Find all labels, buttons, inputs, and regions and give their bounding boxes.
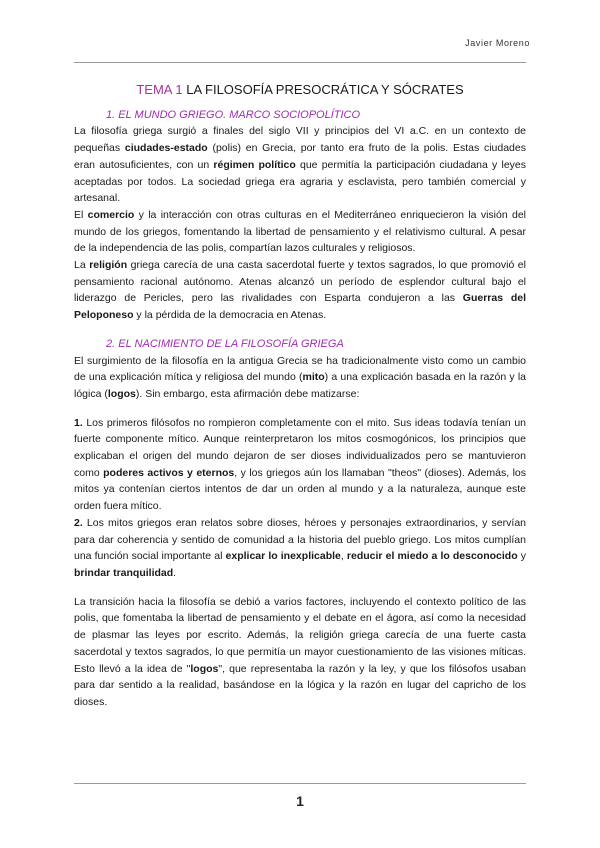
header-author: Javier Moreno bbox=[465, 38, 530, 48]
topic-number: TEMA 1 bbox=[136, 82, 183, 97]
page-title bbox=[74, 82, 526, 99]
paragraph-commerce: El comercio y la interacción con otras culturas en el Mediterráneo enriquecieron la visión del mundo de los griegos, fomentando la libertad de pensamiento y el relativismo cultural. A pesar de la independencia de las polis, compartían lazos culturales y religiosos. bbox=[74, 208, 526, 255]
paragraph-intro: El surgimiento de la filosofía en la antigua Grecia se ha tradicionalmente visto como un cambio de una explicación mítica y religiosa del mundo (mito) a una explicación basada en la razón y la lógica (logos). Sin embargo, esta afirmación debe matizarse: bbox=[74, 354, 527, 400]
section-heading-2: 2. EL NACIMIENTO DE LA FILOSOFÍA GRIEGA bbox=[106, 337, 344, 350]
paragraph-transition: La transición hacia la filosofía se debió a varios factores, incluyendo el contexto político de las polis, que fomentaba la libertad de pensamiento y el debate en el ágora, así como la necesidad de plasmar las leyes por escrito. Además, la religión griega carecía de una fuerte casta sacerdotal y textos sagrados, lo que permitía un mayor cuestionamiento de las visiones míticas. Esto llevó a la idea de "logos", que representaba la razón y la ley, y que los filósofos usaban para dar sentido a la realidad, basándose en la lógica y la razón en lugar del capricho de los dioses. bbox=[74, 595, 526, 708]
section-heading-1: 1. EL MUNDO GRIEGO. MARCO SOCIOPOLÍTICO bbox=[106, 108, 361, 121]
page-content bbox=[74, 80, 526, 711]
paragraph-point-2: 2. Los mitos griegos eran relatos sobre dioses, héroes y personajes extraordinarios, y servían para dar coherencia y sentido de comunidad a la historia del pueblo griego. Los mitos cumplían una función social importante al explicar lo inexplicable, reducir el miedo a lo desconocido y brindar tranquilidad. bbox=[74, 516, 526, 579]
topic-title: LA FILOSOFÍA PRESOCRÁTICA Y SÓCRATES bbox=[186, 82, 464, 97]
paragraph-religion: La religión griega carecía de una casta sacerdotal fuerte y textos sagrados, lo que promovió el pensamiento racional autónomo. Atenas alcanzó un período de esplendor cultural bajo el liderazgo de Pericles, pero las rivalidades con Esparta condujeron a las Guerras del Peloponeso y la pérdida de la democracia en Atenas. bbox=[74, 259, 526, 322]
footer-rule bbox=[74, 783, 526, 784]
paragraph-point-1: 1. Los primeros filósofos no rompieron completamente con el mito. Sus ideas todavía tenían un fuerte componente mítico. Aunque reinterpretaron los mitos cosmogónicos, los principios que explicaban el origen del mundo dejaron de ser dioses individualizados pero se mantuvieron como poderes activos y eternos, y los griegos aún los llamaban "theos" (dioses). Además, los mitos ya contenían ciertos intentos de dar un orden al mundo y a la naturaleza, aunque este orden fuera mítico. bbox=[74, 416, 526, 513]
page-number: 1 bbox=[296, 793, 304, 809]
paragraph-context: La filosofía griega surgió a finales del siglo VII y principios del VI a.C. en un contexto de pequeñas ciudades-estado (polis) en Grecia, por tanto era fruto de la polis. Estas ciudades eran autosuficientes, con un régimen político que permitía la participación ciudadana y leyes aceptadas por todos. La sociedad griega era agraria y esclavista, pero también comercial y artesanal. bbox=[74, 125, 527, 205]
header-rule bbox=[74, 62, 526, 63]
